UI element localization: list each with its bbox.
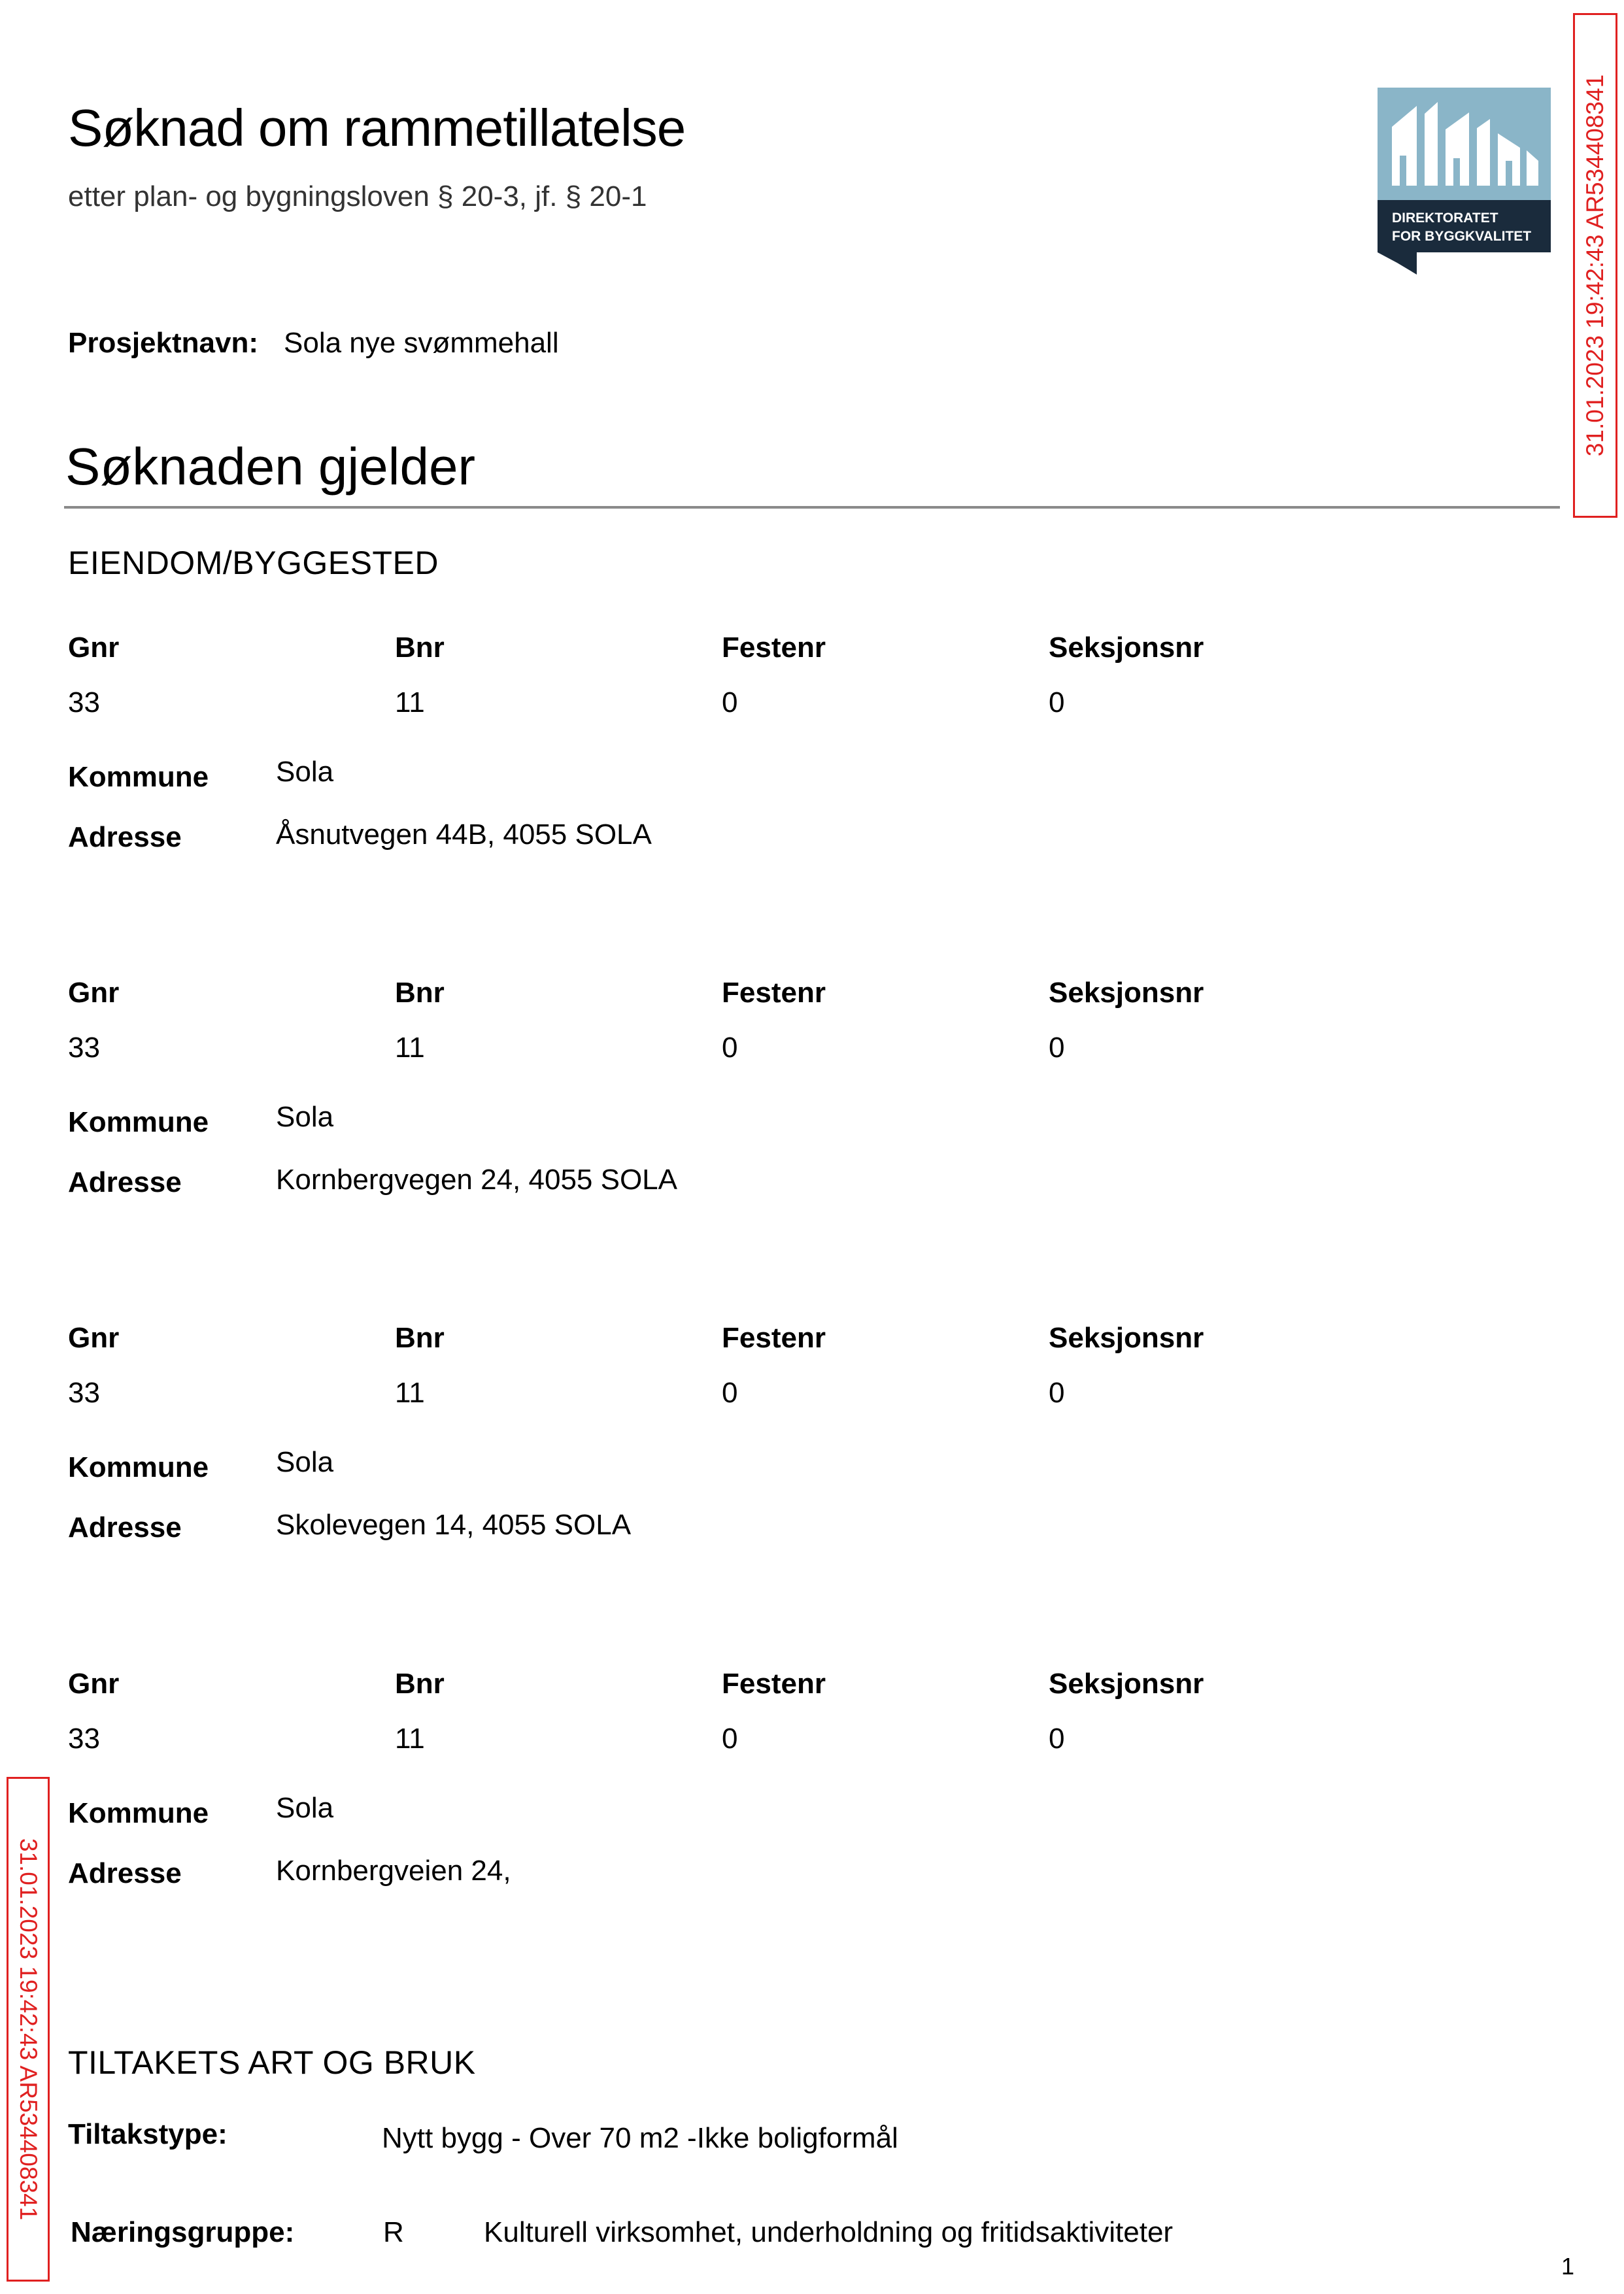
property-header-row xyxy=(68,1668,1376,1700)
timestamp-stamp-bottom xyxy=(7,1777,50,2282)
dibk-logo-icon xyxy=(1378,88,1551,275)
eiendom-heading: EIENDOM/BYGGESTED xyxy=(68,545,439,581)
bnr-label: Bnr xyxy=(395,1668,445,1700)
bnr-value: 11 xyxy=(395,686,425,718)
gnr-value: 33 xyxy=(68,1377,100,1409)
bnr-label: Bnr xyxy=(395,1322,445,1354)
section-divider xyxy=(64,506,1560,509)
naeringsgruppe-code: R xyxy=(383,2216,404,2248)
tiltakstype-row xyxy=(68,2118,898,2155)
adresse-value: Åsnutvegen 44B, 4055 SOLA xyxy=(276,818,652,851)
property-value-row xyxy=(68,1723,1376,1755)
gnr-value: 33 xyxy=(68,1723,100,1755)
kommune-row xyxy=(68,756,334,794)
kommune-label: Kommune xyxy=(68,1451,209,1483)
adresse-label: Adresse xyxy=(68,1166,182,1198)
adresse-value: Skolevegen 14, 4055 SOLA xyxy=(276,1509,632,1541)
adresse-label: Adresse xyxy=(68,1857,182,1889)
tiltak-heading: TILTAKETS ART OG BRUK xyxy=(68,2044,476,2081)
adresse-row xyxy=(68,818,652,854)
property-block xyxy=(68,1668,1376,1889)
adresse-row xyxy=(68,1166,677,1199)
page-subtitle: etter plan- og bygningsloven § 20-3, jf. § 20-1 xyxy=(68,180,647,212)
festenr-label: Festenr xyxy=(722,1322,826,1354)
kommune-value: Sola xyxy=(276,1446,334,1478)
naeringsgruppe-label: Næringsgruppe: xyxy=(71,2216,295,2248)
seksjonsnr-value: 0 xyxy=(1049,1377,1065,1409)
adresse-label: Adresse xyxy=(68,821,182,853)
bnr-value: 11 xyxy=(395,1032,425,1064)
seksjonsnr-value: 0 xyxy=(1049,686,1065,718)
property-block xyxy=(68,1322,1376,1543)
page-number: 1 xyxy=(1561,2253,1575,2280)
page-title: Søknad om rammetillatelse xyxy=(68,99,686,157)
kommune-label: Kommune xyxy=(68,1797,209,1829)
festenr-label: Festenr xyxy=(722,632,826,664)
kommune-value: Sola xyxy=(276,1792,334,1824)
property-value-row xyxy=(68,686,1376,719)
naeringsgruppe-row xyxy=(71,2216,1173,2249)
bnr-label: Bnr xyxy=(395,632,445,664)
stamp-text: 31.01.2023 19:42:43 AR534408341 xyxy=(1582,74,1609,457)
festenr-value: 0 xyxy=(722,1377,738,1409)
seksjonsnr-value: 0 xyxy=(1049,1723,1065,1755)
seksjonsnr-label: Seksjonsnr xyxy=(1049,1668,1204,1700)
naeringsgruppe-value: Kulturell virksomhet, underholdning og fritidsaktiviteter xyxy=(484,2216,1174,2248)
seksjonsnr-label: Seksjonsnr xyxy=(1049,1322,1204,1354)
logo-line1: DIREKTORATET xyxy=(1392,211,1498,226)
adresse-value: Kornbergveien 24, xyxy=(276,1855,511,1887)
project-name-row xyxy=(68,327,559,360)
bnr-value: 11 xyxy=(395,1377,425,1409)
bnr-value: 11 xyxy=(395,1723,425,1755)
project-name-value: Sola nye svømmehall xyxy=(284,327,559,359)
gnr-label: Gnr xyxy=(68,977,120,1009)
kommune-label: Kommune xyxy=(68,761,209,793)
kommune-value: Sola xyxy=(276,1101,334,1133)
festenr-value: 0 xyxy=(722,1723,738,1755)
property-header-row xyxy=(68,977,1376,1009)
gnr-label: Gnr xyxy=(68,1668,120,1700)
kommune-row xyxy=(68,1446,334,1484)
adresse-row xyxy=(68,1511,631,1544)
tiltakstype-label: Tiltakstype: xyxy=(68,2118,228,2150)
project-name-label: Prosjektnavn: xyxy=(68,327,258,359)
kommune-row xyxy=(68,1101,334,1139)
festenr-value: 0 xyxy=(722,1032,738,1064)
kommune-label: Kommune xyxy=(68,1106,209,1138)
adresse-label: Adresse xyxy=(68,1511,182,1543)
bnr-label: Bnr xyxy=(395,977,445,1009)
property-block xyxy=(68,632,1376,853)
festenr-value: 0 xyxy=(722,686,738,718)
kommune-row xyxy=(68,1792,334,1830)
timestamp-stamp-top xyxy=(1573,13,1617,518)
property-header-row xyxy=(68,632,1376,664)
kommune-value: Sola xyxy=(276,756,334,788)
gnr-label: Gnr xyxy=(68,1322,120,1354)
property-header-row xyxy=(68,1322,1376,1355)
tiltakstype-value: Nytt bygg - Over 70 m2 -Ikke boligformål xyxy=(382,2122,898,2154)
seksjonsnr-label: Seksjonsnr xyxy=(1049,632,1204,664)
property-value-row xyxy=(68,1377,1376,1409)
gnr-label: Gnr xyxy=(68,632,120,664)
seksjonsnr-label: Seksjonsnr xyxy=(1049,977,1204,1009)
festenr-label: Festenr xyxy=(722,977,826,1009)
logo-line2: FOR BYGGKVALITET xyxy=(1392,229,1532,244)
festenr-label: Festenr xyxy=(722,1668,826,1700)
seksjonsnr-value: 0 xyxy=(1049,1032,1065,1064)
property-block xyxy=(68,977,1376,1198)
gnr-value: 33 xyxy=(68,1032,100,1064)
adresse-value: Kornbergvegen 24, 4055 SOLA xyxy=(276,1164,678,1196)
stamp-text: 31.01.2023 19:42:43 AR534408341 xyxy=(15,1838,42,2221)
adresse-row xyxy=(68,1857,511,1890)
gnr-value: 33 xyxy=(68,686,100,718)
property-value-row xyxy=(68,1032,1376,1064)
section-title: Søknaden gjelder xyxy=(65,437,476,496)
